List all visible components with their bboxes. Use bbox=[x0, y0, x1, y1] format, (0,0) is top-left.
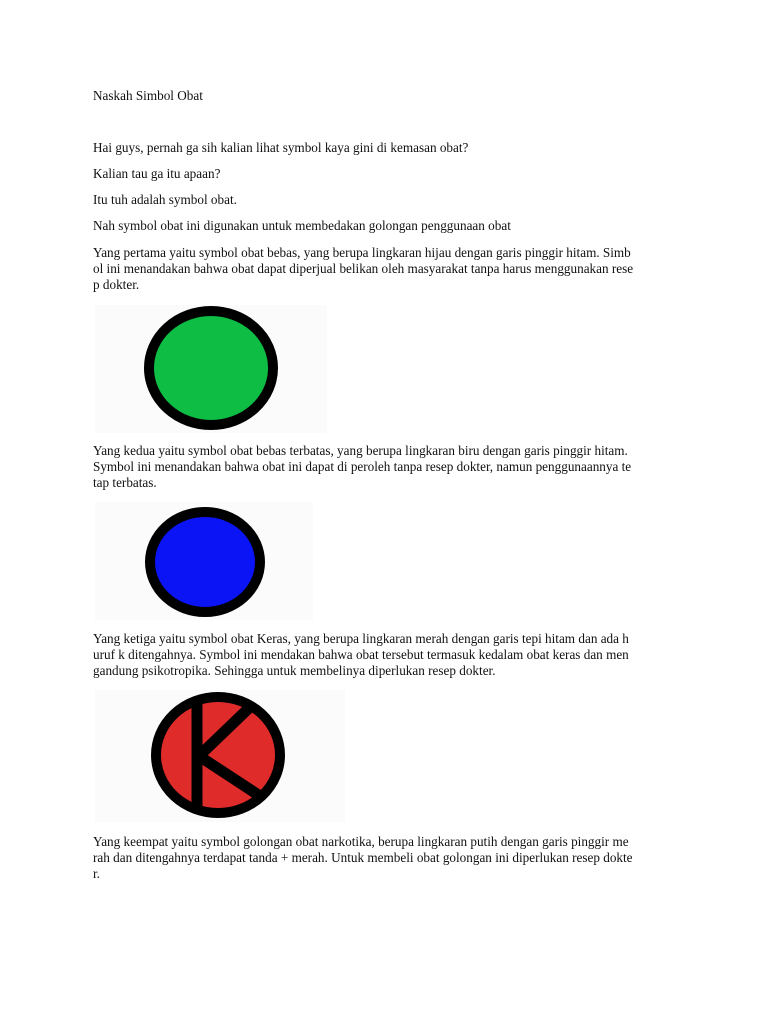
blue-circle-icon bbox=[150, 512, 260, 612]
paragraph-line: uruf k ditengahnya. Symbol ini mendakan bahwa obat tersebut termasuk kedalam obat keras dan men bbox=[93, 647, 629, 663]
paragraph-line: ol ini menandakan bahwa obat dapat diperjual belikan oleh masyarakat tanpa harus menggunakan rese bbox=[93, 261, 634, 277]
obat-bebas-terbatas-symbol bbox=[95, 502, 313, 620]
intro-line-1: Hai guys, pernah ga sih kalian lihat symbol kaya gini di kemasan obat? bbox=[93, 140, 469, 155]
paragraph-line: Yang pertama yaitu symbol obat bebas, yang berupa lingkaran hijau dengan garis pinggir hitam. Simb bbox=[93, 245, 631, 260]
intro-line-4: Nah symbol obat ini digunakan untuk membedakan golongan penggunaan obat bbox=[93, 218, 511, 233]
paragraph-line: rah dan ditengahnya terdapat tanda + merah. Untuk membeli obat golongan ini diperlukan resep dokte bbox=[93, 850, 633, 866]
paragraph-line: p dokter. bbox=[93, 277, 140, 293]
paragraph-obat-bebas-terbatas bbox=[93, 443, 683, 492]
obat-keras-symbol bbox=[95, 690, 345, 822]
paragraph-line: Symbol ini menandakan bahwa obat ini dapat di peroleh tanpa resep dokter, namun penggunaannya te bbox=[93, 459, 632, 475]
blue-circle-figure bbox=[95, 502, 313, 620]
paragraph-line: Yang keempat yaitu symbol golongan obat narkotika, berupa lingkaran putih dengan garis pinggir me bbox=[93, 834, 629, 849]
red-circle-figure bbox=[95, 690, 345, 822]
intro-line-3: Itu tuh adalah symbol obat. bbox=[93, 192, 237, 207]
paragraph-obat-keras bbox=[93, 631, 683, 680]
paragraph-line: r. bbox=[93, 866, 100, 882]
obat-bebas-symbol bbox=[95, 305, 327, 433]
paragraph-obat-bebas bbox=[93, 245, 683, 294]
paragraph-line: Yang ketiga yaitu symbol obat Keras, yang berupa lingkaran merah dengan garis tepi hitam dan ada h bbox=[93, 631, 629, 646]
green-circle-icon bbox=[149, 311, 273, 425]
intro-line-2: Kalian tau ga itu apaan? bbox=[93, 166, 221, 181]
paragraph-obat-narkotika bbox=[93, 834, 683, 883]
paragraph-line: Yang kedua yaitu symbol obat bebas terbatas, yang berupa lingkaran biru dengan garis pinggir hitam. bbox=[93, 443, 628, 458]
paragraph-line: tap terbatas. bbox=[93, 475, 157, 491]
green-circle-figure bbox=[95, 305, 327, 433]
paragraph-line: gandung psikotropika. Sehingga untuk membelinya diperlukan resep dokter. bbox=[93, 663, 496, 679]
document-title: Naskah Simbol Obat bbox=[93, 88, 203, 103]
